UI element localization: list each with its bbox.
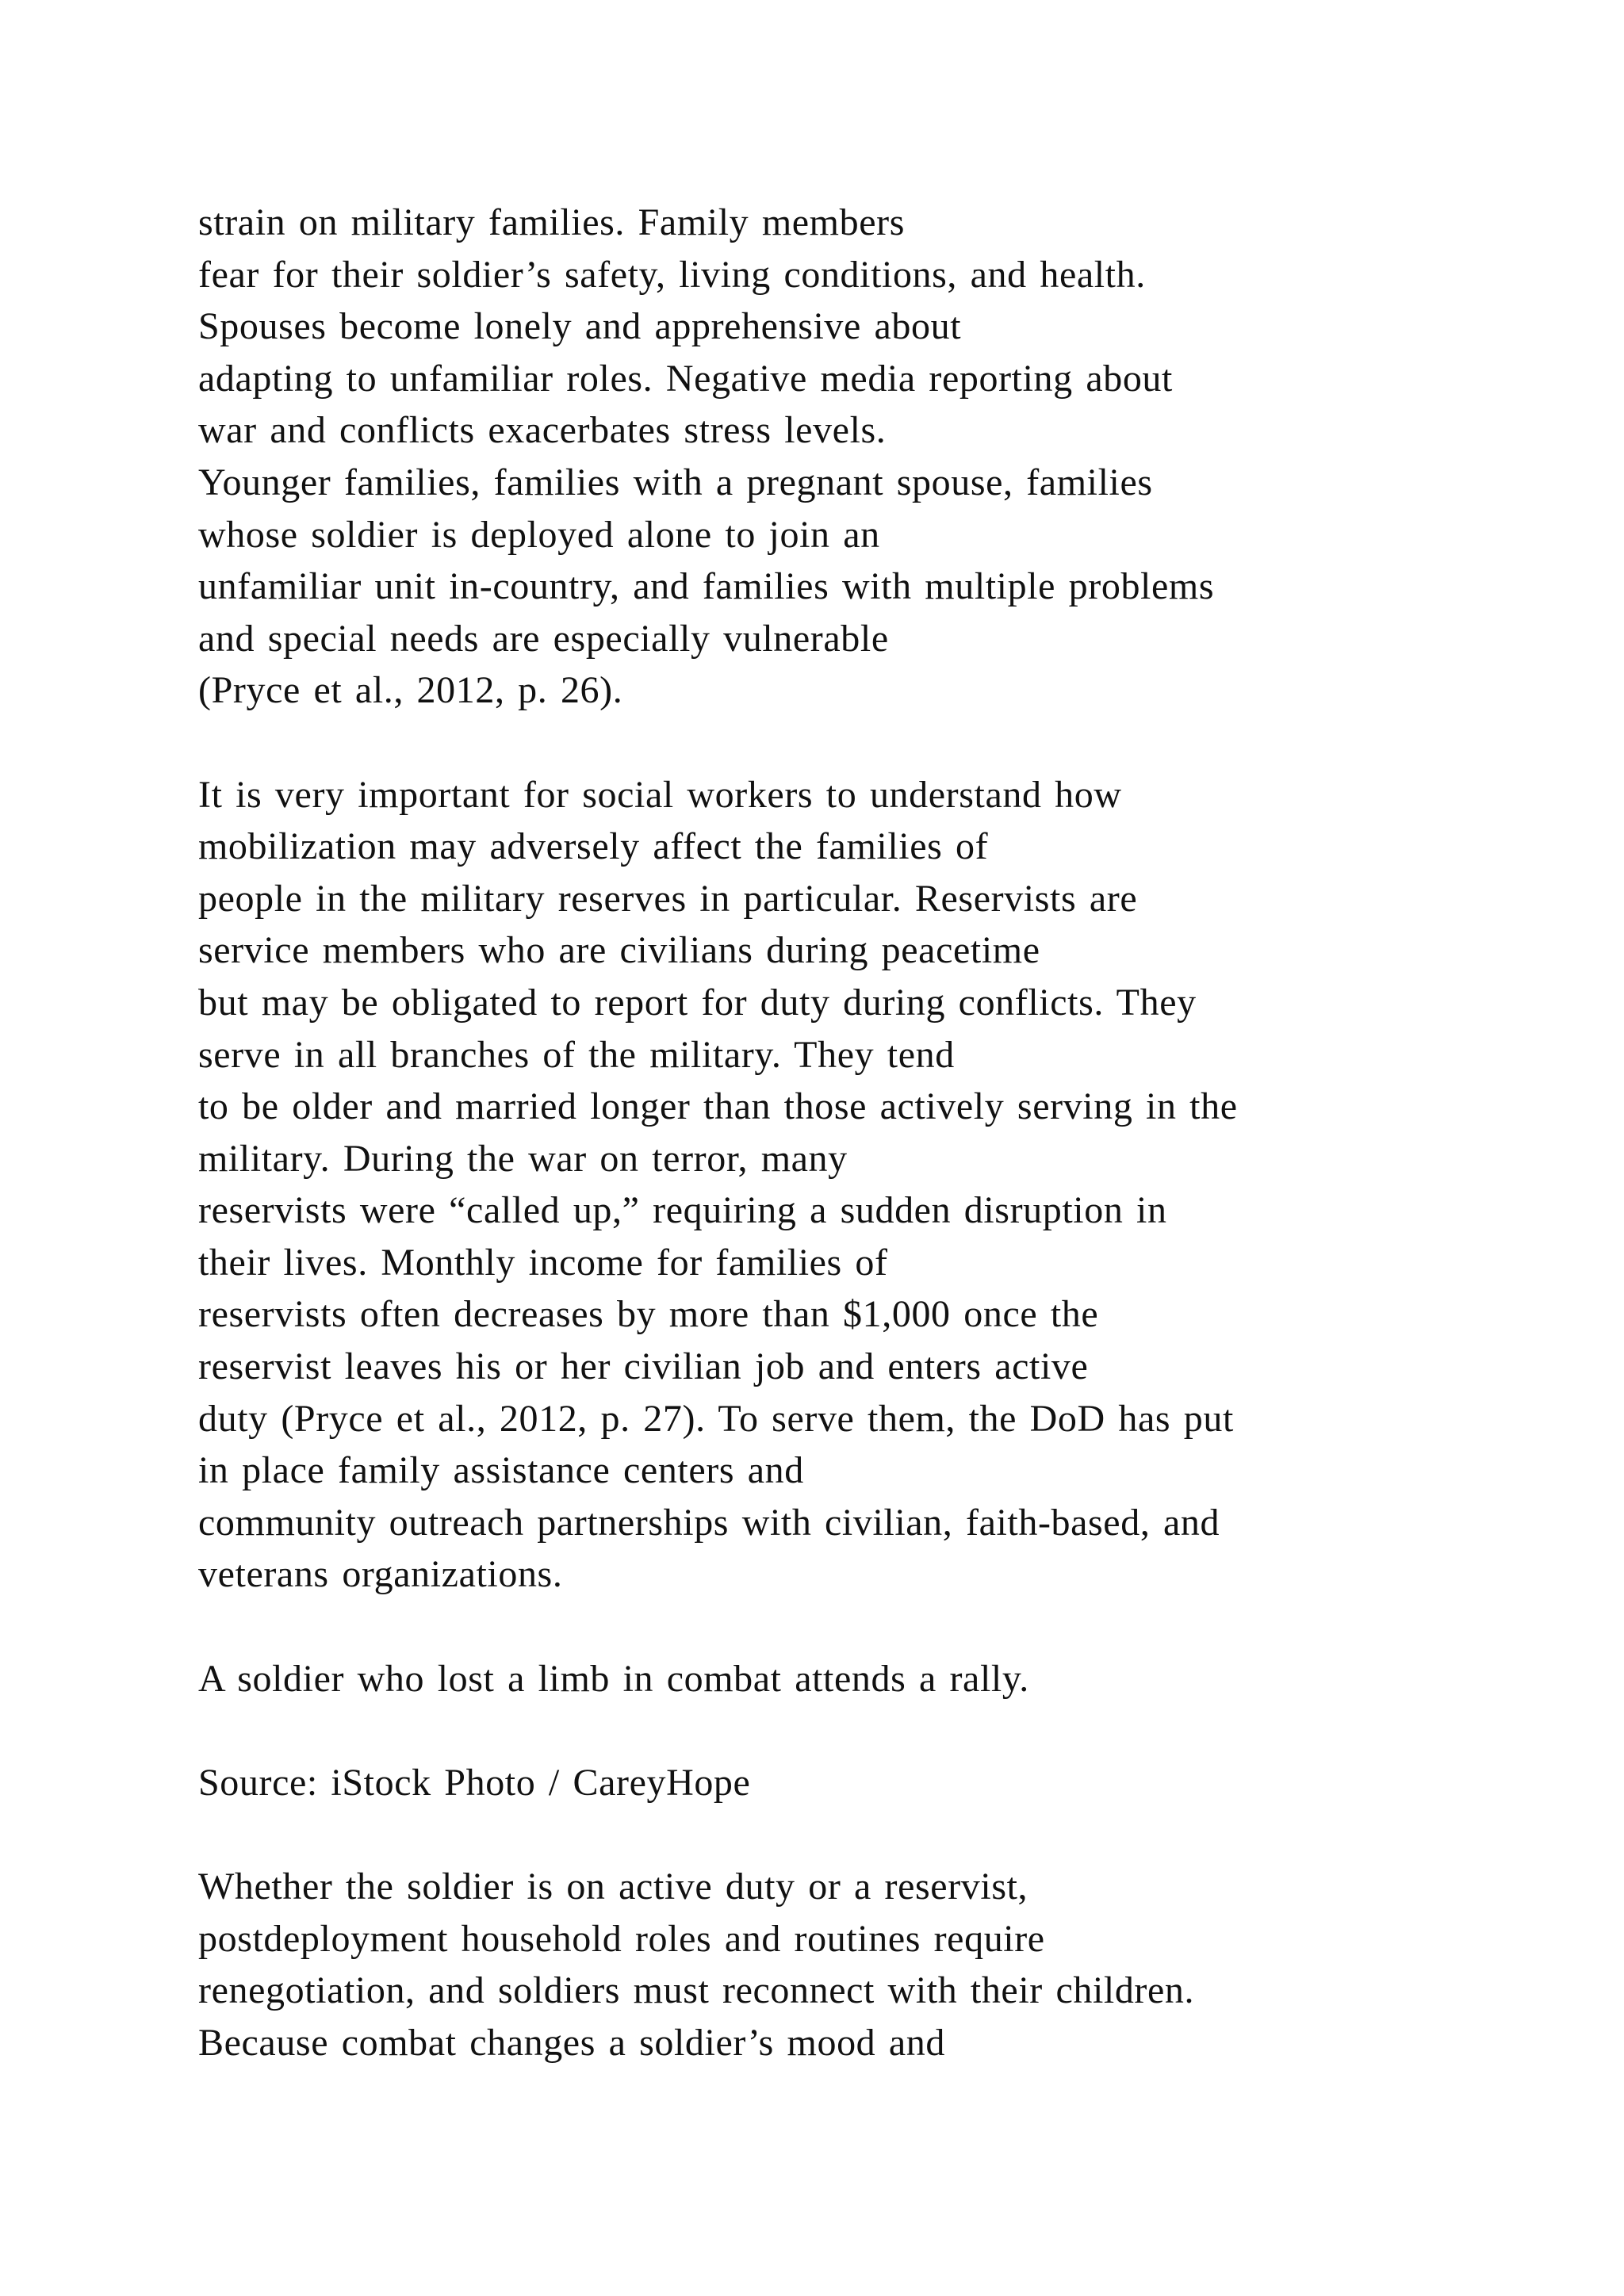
text-line: people in the military reserves in particular. Reservists are (198, 877, 1138, 920)
text-line: Whether the soldier is on active duty or a reservist, (198, 1866, 1028, 1908)
text-line: Because combat changes a soldier’s mood and (198, 2021, 945, 2064)
text-line: Spouses become lonely and apprehensive about (198, 305, 962, 348)
text-line: It is very important for social workers to understand how (198, 773, 1122, 816)
text-line: whose soldier is deployed alone to join an (198, 513, 880, 556)
paragraph-1 (198, 197, 1562, 717)
text-line: reservists were “called up,” requiring a sudden disruption in (198, 1189, 1167, 1232)
text-line: in place family assistance centers and (198, 1449, 804, 1492)
paragraph-spacer (198, 1808, 1562, 1861)
paragraph-spacer (198, 717, 1562, 769)
text-line: but may be obligated to report for duty during conflicts. They (198, 981, 1197, 1024)
image-source: Source: iStock Photo / CareyHope (198, 1761, 751, 1804)
paragraph-spacer (198, 1705, 1562, 1757)
text-line: postdeployment household roles and routines require (198, 1917, 1045, 1960)
text-line: and special needs are especially vulnerable (198, 617, 889, 660)
text-line: to be older and married longer than those actively serving in the (198, 1085, 1238, 1128)
document-body (198, 197, 1562, 2068)
text-line: veterans organizations. (198, 1553, 563, 1596)
paragraph-3 (198, 1861, 1562, 2068)
text-line: service members who are civilians during peacetime (198, 929, 1040, 972)
text-line: community outreach partnerships with civilian, faith-based, and (198, 1501, 1220, 1544)
text-line: reservist leaves his or her civilian job and enters active (198, 1345, 1089, 1388)
text-line: military. During the war on terror, many (198, 1137, 848, 1180)
text-line: renegotiation, and soldiers must reconnect with their children. (198, 1969, 1195, 2012)
text-line: duty (Pryce et al., 2012, p. 27). To serve them, the DoD has put (198, 1397, 1234, 1440)
text-line: mobilization may adversely affect the families of (198, 825, 989, 868)
paragraph-spacer (198, 1601, 1562, 1653)
image-caption: A soldier who lost a limb in combat attends a rally. (198, 1657, 1029, 1700)
text-line: war and conflicts exacerbates stress levels. (198, 409, 887, 452)
text-line: their lives. Monthly income for families of (198, 1241, 888, 1284)
text-line: fear for their soldier’s safety, living conditions, and health. (198, 253, 1146, 296)
text-line: strain on military families. Family members (198, 201, 905, 243)
text-line: reservists often decreases by more than $1,000 once the (198, 1293, 1099, 1336)
text-line: unfamiliar unit in-country, and families with multiple problems (198, 565, 1215, 608)
paragraph-2 (198, 769, 1562, 1601)
text-line: serve in all branches of the military. They tend (198, 1033, 955, 1076)
text-line: (Pryce et al., 2012, p. 26). (198, 669, 623, 712)
text-line: adapting to unfamiliar roles. Negative media reporting about (198, 357, 1173, 400)
text-line: Younger families, families with a pregnant spouse, families (198, 461, 1153, 503)
